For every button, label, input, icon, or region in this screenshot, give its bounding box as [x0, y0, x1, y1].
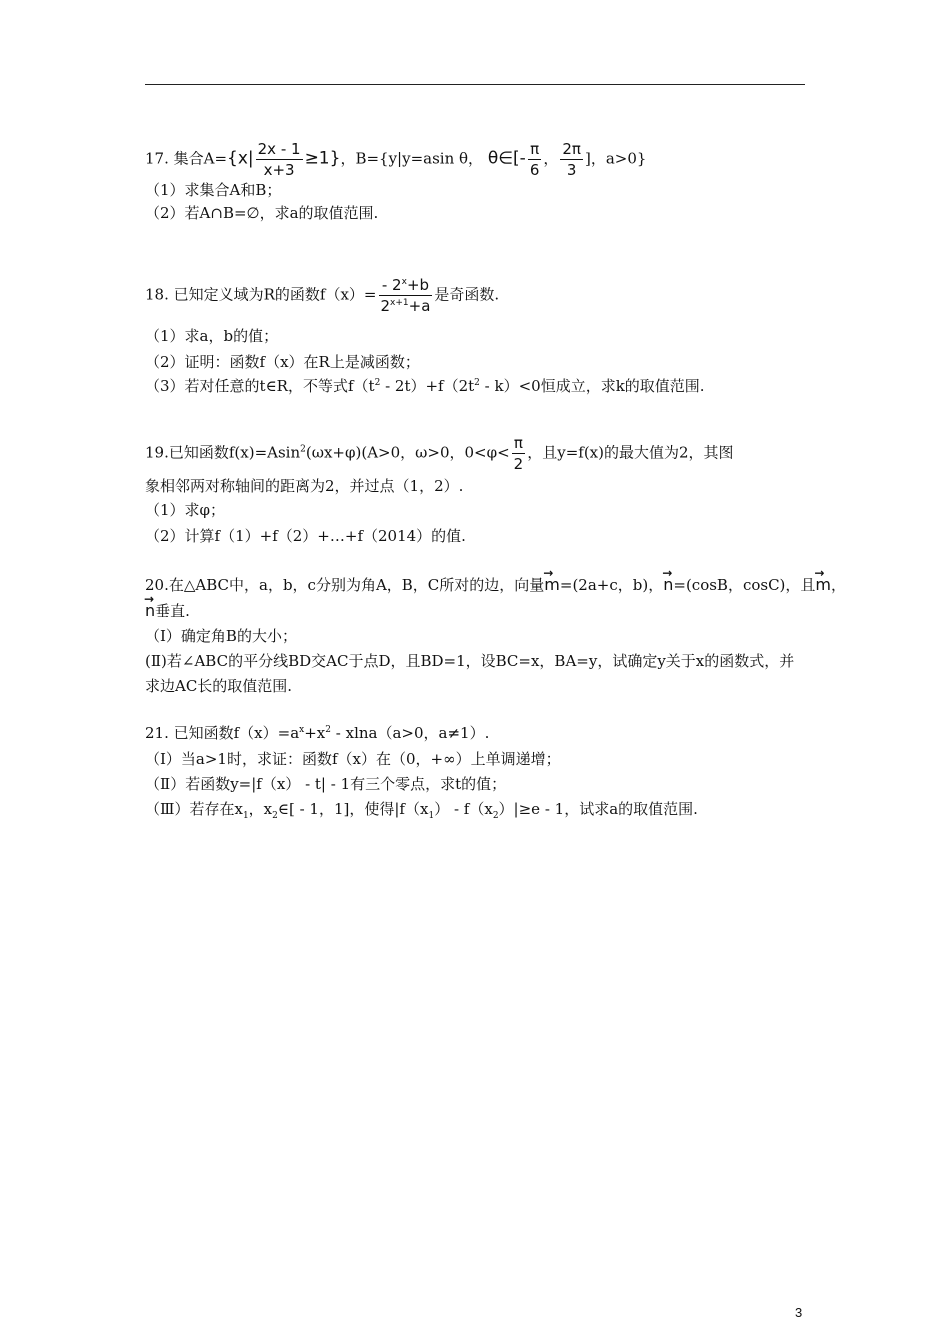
- q17-frac-2pi3: $\frac{2\pi}{3}$: [562, 140, 581, 179]
- q17-set-brace: {x|: [227, 148, 254, 169]
- q18-sub2: （2）证明：函数f（x）在R上是减函数；: [145, 353, 420, 371]
- q20-line2: → n垂直.: [145, 601, 190, 621]
- q18-stem: 18. 已知定义域为R的函数f（x）=: [145, 285, 377, 304]
- q21-sub3: （Ⅲ）若存在$x_1$，$x_2\in[ - 1$，1]，使得$|f(x_1) - f(x_2)|\ge e - 1$，试求a的取值范围.: [145, 800, 698, 821]
- q17-sub2: （2）若A∩B=∅，求a的取值范围.: [145, 204, 379, 222]
- q17-frac-pi6: $\frac{\pi}{6}$: [529, 140, 540, 179]
- q17-theta: θ∈[-: [487, 148, 526, 169]
- q19-line2: 象相邻两对称轴间的距离为2，并过点（1，2）.: [145, 477, 464, 495]
- q19-sub2: （2）计算f（1）+f（2）+…+f（2014）的值.: [145, 527, 466, 545]
- q20-line1: 20.在△ABC中，a，b，c分别为角A，B，C所对的边，向量→ m=(2a+c，b)，→ n=(cosB，cosC)，且→ m，: [145, 575, 846, 595]
- q19-frac-pi2: $\frac{\pi}{2}$: [513, 434, 524, 473]
- q17-fraction: [256, 140, 303, 179]
- q19-line1: 19.已知函数f(x)=Asin$^2$(ωx+φ)(A>0，ω>0，0<φ< $\frac{\pi}{2}$ ，且y=f(x)的最大值为2，其图: [145, 434, 734, 473]
- q21-sub1: （Ⅰ）当a>1时，求证：函数f（x）在（0，+∞）上单调递增；: [145, 750, 561, 768]
- q17-set-b: ，B={y|y=asin θ，: [340, 149, 484, 168]
- q20-sub2: (Ⅱ)若∠ABC的平分线BD交AC于点D，且BD=1，设BC=x，BA=y，试确定y关于x的函数式，并: [145, 652, 795, 670]
- vector-n: → n: [145, 601, 155, 621]
- q18-fraction-den: $2^{x+1}+a$: [380, 297, 431, 315]
- q17-line1: 17. 集合A={x| $\frac{2x - 1}{x+3}$ ≥1}，B={y|y=asin θ， θ∈[- $\frac{\pi}{6}$ ， $\frac{2\pi}{3}$ ]，a>0}: [145, 140, 647, 179]
- q21-line1: 21. 已知函数$f(x)=a^x+x^2 - xlna(a>0$，a≠1）.: [145, 724, 490, 742]
- q20-sub3: 求边AC长的取值范围.: [145, 677, 293, 695]
- q18-fraction: [379, 276, 433, 315]
- q21-sub2: （Ⅱ）若函数y=|f（x） - t| - 1有三个零点，求t的值；: [145, 775, 507, 793]
- q18-odd: 是奇函数.: [434, 285, 500, 304]
- q17-ge1: ≥1}: [304, 148, 341, 169]
- q18-fraction-num: - $2^x+b$: [379, 276, 433, 296]
- q18-sub3: （3）若对任意的t∈R，不等式$f(t^2 - 2t)+f(2t^2 - k)<0$恒成立，求k的取值范围.: [145, 377, 705, 395]
- q17-sub1: （1）求集合A和B；: [145, 181, 282, 199]
- q18-sub1: （1）求a，b的值；: [145, 327, 279, 345]
- q17-a-positive: ]，a>0}: [584, 149, 647, 168]
- q17-fraction-num: 2x - 1: [257, 140, 301, 158]
- vector-n: → n: [663, 575, 673, 595]
- q17-fraction-den: x+3: [263, 161, 295, 179]
- q19-sub1: （1）求φ；: [145, 501, 226, 519]
- vector-m: → m: [815, 575, 831, 595]
- q18-line1: [145, 276, 499, 315]
- vector-m: → m: [544, 575, 560, 595]
- page-number: 3: [795, 1305, 803, 1320]
- q20-sub1: （Ⅰ）确定角B的大小；: [145, 627, 297, 645]
- q17-set-a: A=: [203, 149, 228, 168]
- q17-number: 17. 集合: [145, 149, 204, 168]
- header-rule: [145, 84, 805, 85]
